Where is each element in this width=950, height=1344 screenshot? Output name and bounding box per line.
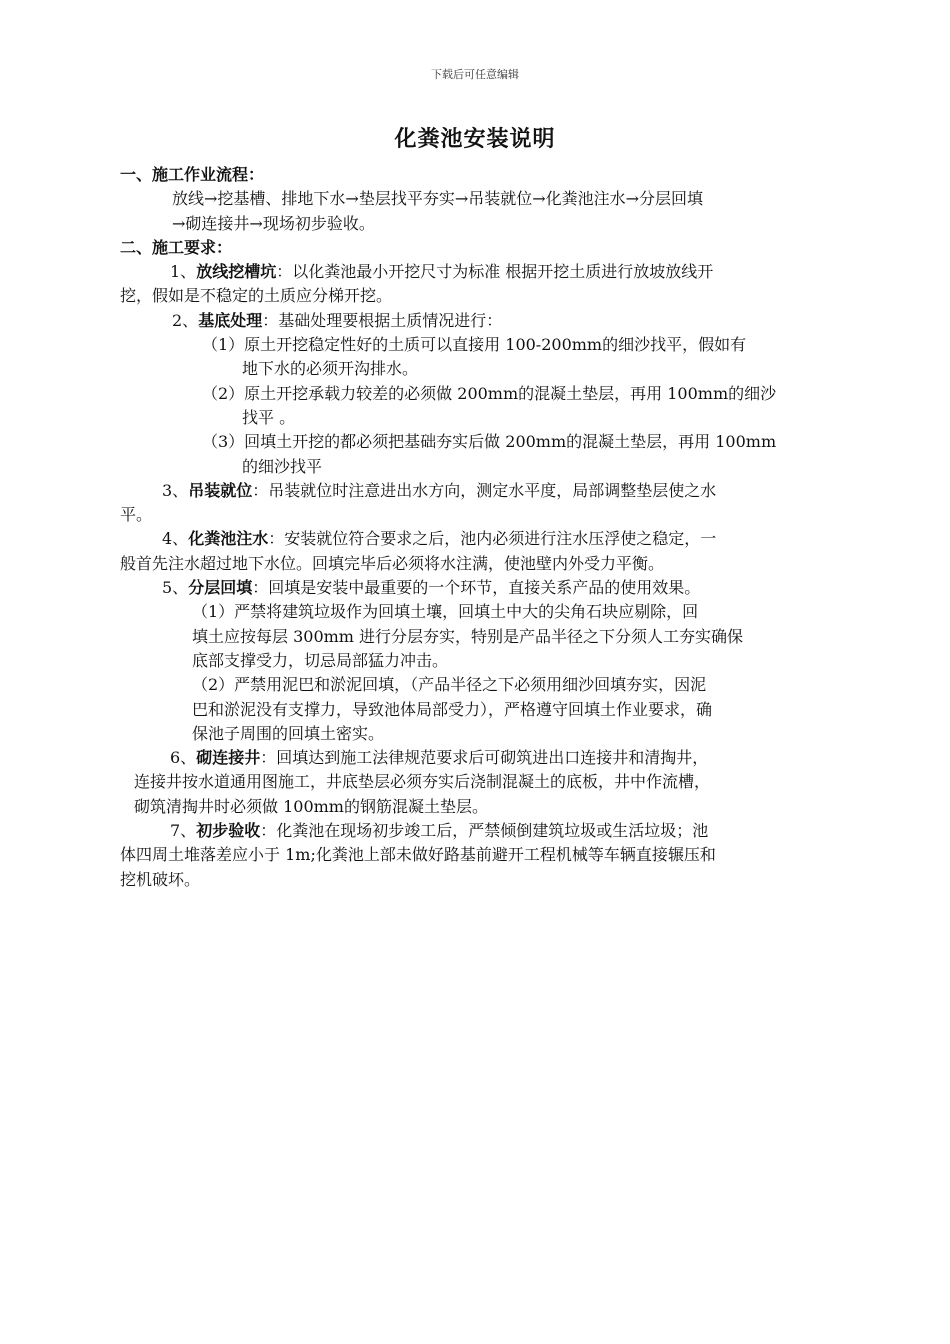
item3-prefix: 3、 [162,480,189,500]
page-title: 化粪池安装说明 [394,126,556,152]
item4-prefix: 4、 [162,529,189,549]
item2-sub1-line2: 地下水的必须开沟排水。 [242,359,419,379]
item3-key: 吊装就位 [188,480,253,500]
header-note: 下载后可任意编辑 [431,68,519,81]
item2-sub2-line2: 找平 。 [242,407,296,427]
item1-line2: 挖，假如是不稳定的土质应分梯开挖。 [120,286,393,306]
item7-line3: 挖机破坏。 [120,869,201,889]
item2-sub3-line2: 的细沙找平 [242,456,323,476]
item2-sub1-line1: （1）原土开挖稳定性好的土质可以直接用 100-200mm的细沙找平，假如有 [202,335,747,355]
item5-sub1-line3: 底部支撑受力，切忌局部猛力冲击。 [192,650,449,670]
item5-sub2-line1: （2）严禁用泥巴和淤泥回填，（产品半径之下必须用细沙回填夯实，因泥 [192,675,707,695]
flow-line-1: 放线→挖基槽、排地下水→垫层找平夯实→吊装就位→化粪池注水→分层回填 [172,189,704,209]
item7-key: 初步验收 [196,821,261,841]
item6-line2: 连接井按水道通用图施工，井底垫层必须夯实后浇制混凝土的底板，井中作流槽， [134,772,711,792]
item5-line1 [120,576,828,600]
item1-key: 放线挖槽坑 [196,262,277,282]
item5-sub2-line2: 巴和淤泥没有支撑力，导致池体局部受力），严格遵守回填土作业要求，确 [192,699,713,719]
item6-line1 [120,746,828,770]
item2-line1 [120,309,828,333]
section1-heading: 一、施工作业流程： [120,165,265,184]
item3-line1 [120,479,828,503]
item2-sub3-line1: （3）回填土开挖的都必须把基础夯实后做 200mm的混凝土垫层，再用 100mm [202,432,777,452]
item2-text: ：基础处理要根据土质情况进行： [262,310,503,330]
item3-line2: 平。 [120,505,153,525]
flow-line-2: →砌连接井→现场初步验收。 [172,213,375,233]
item5-key: 分层回填 [188,578,253,598]
item5-sub1-line1: （1）严禁将建筑垃圾作为回填土壤，回填土中大的尖角石块应剔除，回 [192,602,699,622]
item5-sub1-line2: 填土应按每层 300mm 进行分层夯实，特别是产品半径之下分须人工夯实确保 [192,626,744,646]
item3-text: ：吊装就位时注意进出水方向，测定水平度，局部调整垫层使之水 [252,480,717,500]
section2-heading: 二、施工要求： [120,237,233,257]
item2-prefix: 2、 [172,310,199,330]
item4-line2: 般首先注水超过地下水位。回填完毕后必须将水注满，使池壁内外受力平衡。 [120,553,665,573]
item4-line1 [120,527,828,551]
item2-sub2-line1: （2）原土开挖承载力较差的必须做 200mm的混凝土垫层，再用 100mm的细沙 [202,383,777,403]
item6-text: ：回填达到施工法律规范要求后可砌筑进出口连接井和清掏井， [260,748,709,768]
item2-key: 基底处理 [198,310,263,330]
item6-line3: 砌筑清掏井时必须做 100mm的钢筋混凝土垫层。 [134,796,488,816]
item5-sub2-line3: 保池子周围的回填土密实。 [192,723,385,743]
item7-text: ：化粪池在现场初步竣工后，严禁倾倒建筑垃圾或生活垃圾；池 [260,821,709,841]
document-body [120,163,828,892]
item1-text: ：以化粪池最小开挖尺寸为标准 根据开挖土质进行放坡放线开 [276,262,714,282]
item5-text: ：回填是安装中最重要的一个环节，直接关系产品的使用效果。 [252,578,701,598]
item5-prefix: 5、 [162,578,189,598]
item1-line1 [120,260,828,284]
item4-key: 化粪池注水 [188,529,269,549]
item7-line2: 体四周土堆落差应小于 1m;化粪池上部未做好路基前避开工程机械等车辆直接辗压和 [120,845,716,865]
item4-text: ：安装就位符合要求之后，池内必须进行注水压浮使之稳定，一 [268,529,717,549]
item7-line1 [120,819,828,843]
item1-prefix: 1、 [170,262,197,282]
item6-prefix: 6、 [170,748,197,768]
item6-key: 砌连接井 [196,748,261,768]
item7-prefix: 7、 [170,821,197,841]
